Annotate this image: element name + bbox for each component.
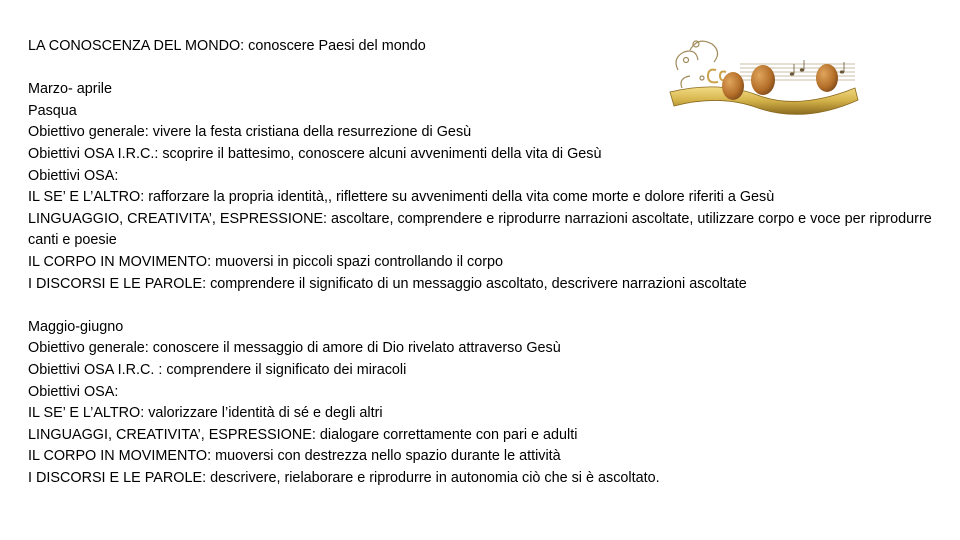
section1-osa-heading: Obiettivi OSA: — [28, 167, 119, 184]
section2-osa-heading: Obiettivi OSA: — [28, 383, 119, 400]
section2-period: Maggio-giugno — [28, 318, 124, 335]
section2-item-self: IL SE’ E L’ALTRO: valorizzare l’identità di sé e degli altri — [28, 405, 383, 422]
section1-theme: Pasqua — [28, 102, 77, 119]
section1-general-goal: Obiettivo generale: vivere la festa cristiana della resurrezione di Gesù — [28, 124, 472, 141]
section1-item-words: I DISCORSI E LE PAROLE: comprendere il significato di un messaggio ascoltato, descrivere narrazioni ascoltate — [28, 275, 747, 292]
section1-item-body: IL CORPO IN MOVIMENTO: muoversi in piccoli spazi controllando il corpo — [28, 253, 504, 270]
section1-item-self: IL SE’ E L’ALTRO: rafforzare la propria identità,, riflettere su avvenimenti della vita come morte e dolore riferiti a Gesù — [28, 189, 775, 206]
section2-item-body: IL CORPO IN MOVIMENTO: muoversi con destrezza nello spazio durante le attività — [28, 448, 561, 465]
section1-period: Marzo- aprile — [28, 81, 112, 98]
section1-irc-goals: Obiettivi OSA I.R.C.: scoprire il battesimo, conoscere alcuni avvenimenti della vita di Gesù — [28, 145, 602, 162]
section1-item-language: LINGUAGGIO, CREATIVITA’, ESPRESSIONE: ascoltare, comprendere e riprodurre narrazioni ascoltate, utilizzare corpo e voce per riprodurre canti e poesie — [28, 210, 932, 249]
section2-irc-goals: Obiettivi OSA I.R.C. : comprendere il significato dei miracoli — [28, 361, 407, 378]
section2-item-language: LINGUAGGI, CREATIVITA’, ESPRESSIONE: dialogare correttamente con pari e adulti — [28, 426, 578, 443]
page-title: LA CONOSCENZA DEL MONDO: conoscere Paesi del mondo — [28, 38, 426, 54]
content — [28, 36, 938, 489]
section2-general-goal: Obiettivo generale: conoscere il messaggio di amore di Dio rivelato attraverso Gesù — [28, 340, 561, 357]
section2-item-words: I DISCORSI E LE PAROLE: descrivere, rielaborare e riprodurre in autonomia ciò che si è ascoltato. — [28, 469, 660, 486]
